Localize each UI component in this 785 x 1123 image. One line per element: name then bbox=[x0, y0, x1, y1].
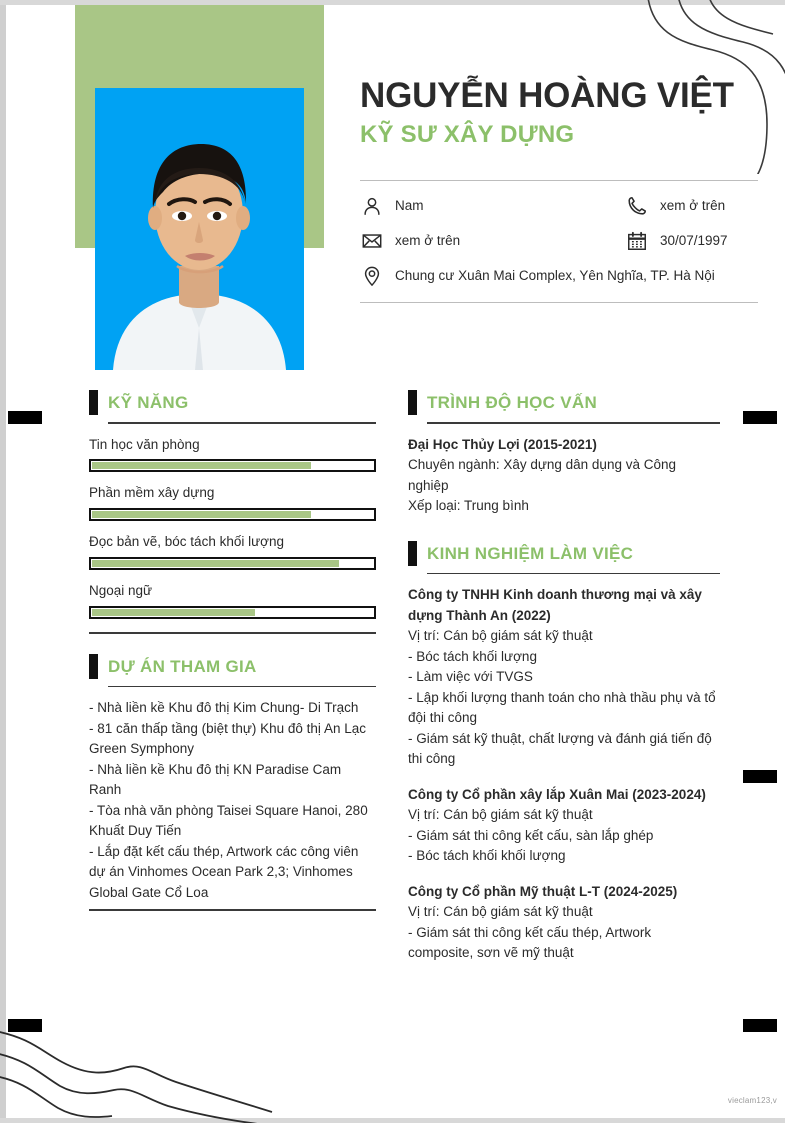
skill-label: Ngoại ngữ bbox=[89, 583, 153, 599]
experience-entry bbox=[408, 585, 720, 770]
education-title: TRÌNH ĐỘ HỌC VẤN bbox=[427, 393, 598, 412]
registration-mark bbox=[743, 411, 777, 424]
registration-mark bbox=[743, 1019, 777, 1032]
job-title: KỸ SƯ XÂY DỰNG bbox=[360, 120, 575, 148]
education-details bbox=[408, 424, 720, 517]
education-major: Chuyên ngành: Xây dựng dân dụng và Công nghiệp bbox=[408, 457, 676, 493]
experience-title: KINH NGHIỆM LÀM VIỆC bbox=[427, 543, 634, 563]
registration-mark bbox=[743, 770, 777, 783]
experience-duty: - Giám sát thi công kết cấu, sàn lắp ghép bbox=[408, 827, 654, 843]
experience-duty: - Làm việc với TVGS bbox=[408, 669, 533, 685]
project-item: - Nhà liền kề Khu đô thị Kim Chung- Di Trạch bbox=[89, 700, 359, 715]
contact-section bbox=[360, 180, 758, 303]
experience-duty: - Lập khối lượng thanh toán cho nhà thầu phụ và tổ đội thi công bbox=[408, 689, 716, 726]
experience-position: Vị trí: Cán bộ giám sát kỹ thuật bbox=[408, 628, 593, 644]
divider bbox=[89, 909, 376, 911]
skill-bar-track bbox=[89, 606, 376, 619]
skills-section bbox=[89, 390, 376, 634]
project-item: - Nhà liền kề Khu đô thị KN Paradise Cam Ranh bbox=[89, 761, 342, 798]
contact-address-value: Chung cư Xuân Mai Complex, Yên Nghĩa, TP. Hà Nội bbox=[395, 267, 715, 283]
skill-bar-track bbox=[89, 459, 376, 472]
page-edge-left bbox=[0, 0, 6, 1123]
profile-photo bbox=[95, 88, 304, 370]
calendar-icon bbox=[625, 229, 649, 253]
left-column bbox=[89, 390, 376, 931]
experience-duty: - Bóc tách khối lượng bbox=[408, 648, 537, 664]
registration-mark bbox=[8, 1019, 42, 1032]
skill-item bbox=[89, 485, 376, 521]
watermark: vieclam123,v bbox=[727, 1096, 777, 1105]
experience-company: Công ty Cổ phần Mỹ thuật L-T (2024-2025) bbox=[408, 883, 678, 899]
contact-birthday bbox=[625, 227, 758, 255]
skills-title: KỸ NĂNG bbox=[108, 393, 189, 412]
skill-item bbox=[89, 437, 376, 473]
registration-mark bbox=[8, 411, 42, 424]
contact-gender-value: Nam bbox=[395, 197, 424, 213]
experience-section bbox=[408, 541, 720, 964]
skill-bar-fill bbox=[92, 511, 311, 518]
skills-list bbox=[89, 424, 376, 620]
skill-label: Tin học văn phòng bbox=[89, 436, 200, 452]
project-item: - Lắp đặt kết cấu thép, Artwork các công viên dự án Vinhomes Ocean Park 2,3; Vinhomes Global Gate Cổ Loa bbox=[89, 843, 359, 900]
experience-entry bbox=[408, 882, 720, 964]
education-school: Đại Học Thủy Lợi (2015-2021) bbox=[408, 436, 597, 452]
location-pin-icon bbox=[360, 264, 384, 288]
divider bbox=[89, 632, 376, 634]
skill-bar-fill bbox=[92, 462, 311, 469]
wave-decoration-icon bbox=[0, 1018, 300, 1123]
experience-duty: - Giám sát thi công kết cấu thép, Artwork composite, sơn vẽ mỹ thuật bbox=[408, 924, 652, 961]
project-item: - 81 căn thấp tầng (biệt thự) Khu đô thị An Lạc Green Symphony bbox=[89, 720, 366, 757]
skill-bar-track bbox=[89, 557, 376, 570]
skill-item bbox=[89, 583, 376, 619]
header-text bbox=[360, 78, 755, 148]
experience-entry bbox=[408, 785, 720, 867]
contact-birthday-value: 30/07/1997 bbox=[660, 232, 728, 248]
education-grade: Xếp loại: Trung bình bbox=[408, 498, 529, 514]
projects-list bbox=[89, 687, 376, 903]
page-title: NGUYỄN HOÀNG VIỆT bbox=[360, 76, 734, 115]
experience-position: Vị trí: Cán bộ giám sát kỹ thuật bbox=[408, 807, 593, 823]
contact-email-value: xem ở trên bbox=[395, 232, 461, 248]
experience-list bbox=[408, 574, 720, 964]
divider bbox=[360, 302, 758, 303]
contact-phone-value: xem ở trên bbox=[660, 197, 726, 213]
skill-bar-track bbox=[89, 508, 376, 521]
skill-label: Đọc bản vẽ, bóc tách khối lượng bbox=[89, 534, 284, 550]
education-section bbox=[408, 390, 720, 517]
experience-duty: - Bóc tách khối khối lượng bbox=[408, 848, 566, 864]
experience-company: Công ty Cổ phần xây lắp Xuân Mai (2023-2024) bbox=[408, 786, 706, 802]
right-column bbox=[408, 390, 720, 968]
section-marker bbox=[408, 390, 417, 415]
contact-phone bbox=[625, 192, 758, 220]
person-icon bbox=[360, 194, 384, 218]
experience-duty: - Giám sát kỹ thuật, chất lượng và đánh giá tiến độ thi công bbox=[408, 730, 712, 767]
skill-label: Phần mềm xây dựng bbox=[89, 485, 215, 501]
envelope-icon bbox=[360, 229, 384, 253]
page-edge-bottom bbox=[0, 1118, 785, 1123]
project-item: - Tòa nhà văn phòng Taisei Square Hanoi, 280 Khuất Duy Tiến bbox=[89, 802, 368, 839]
section-marker bbox=[89, 654, 98, 679]
contact-address bbox=[360, 262, 758, 290]
skill-bar-fill bbox=[92, 609, 255, 616]
section-marker bbox=[89, 390, 98, 415]
contact-gender bbox=[360, 192, 625, 220]
experience-company: Công ty TNHH Kinh doanh thương mại và xây dựng Thành An (2022) bbox=[408, 587, 702, 623]
experience-position: Vị trí: Cán bộ giám sát kỹ thuật bbox=[408, 904, 593, 920]
skill-item bbox=[89, 534, 376, 570]
contact-email bbox=[360, 227, 625, 255]
skill-bar-fill bbox=[92, 560, 339, 567]
projects-section bbox=[89, 654, 376, 911]
section-marker bbox=[408, 541, 417, 566]
phone-icon bbox=[625, 194, 649, 218]
projects-title: DỰ ÁN THAM GIA bbox=[108, 656, 257, 676]
